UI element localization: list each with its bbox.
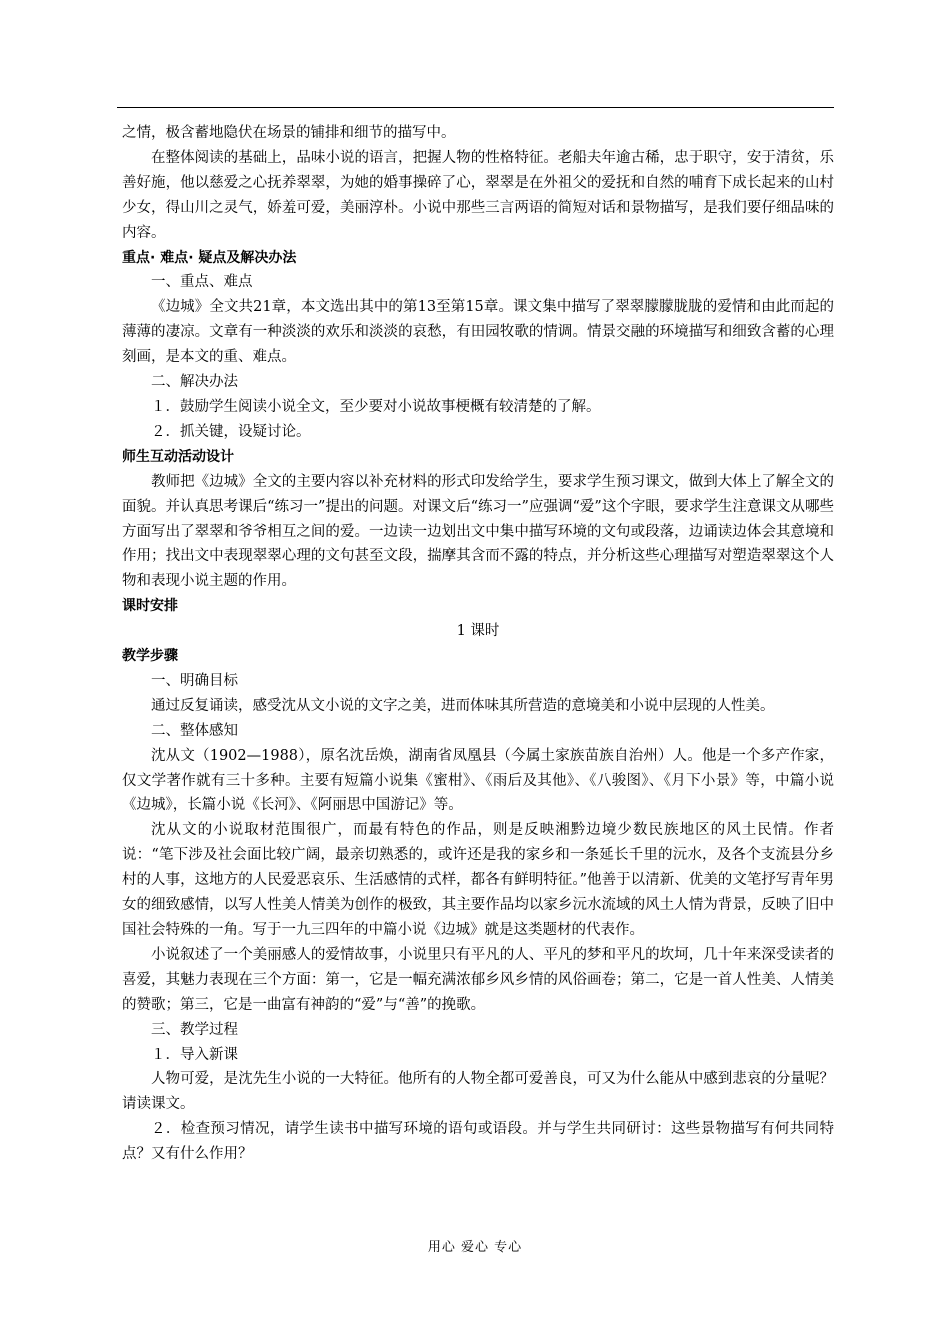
list-item: １．鼓励学生阅读小说全文，至少要对小说故事梗概有较清楚的了解。 bbox=[151, 398, 601, 415]
subheading: 二、解决办法 bbox=[151, 374, 238, 391]
subheading: 三、教学过程 bbox=[151, 1021, 238, 1038]
paragraph: 小说叙述了一个美丽感人的爱情故事，小说里只有平凡的人、平凡的梦和平凡的坎坷，几十年来深受读者的喜爱，其魅力表现在三个方面：第一，它是一幅充满浓郁乡风乡情的风俗画卷；第二，它是一首人性美、人情美的赞歌；第三，它是一曲富有神韵的“爱”与“善”的挽歌。 bbox=[122, 946, 834, 1013]
list-item: １．导入新课 bbox=[151, 1046, 238, 1063]
section-heading: 课时安排 bbox=[122, 598, 178, 615]
subheading: 一、明确目标 bbox=[151, 672, 238, 689]
paragraph: 人物可爱，是沈先生小说的一大特征。他所有的人物全都可爱善良，可又为什么能从中感到悲哀的分量呢？请读课文。 bbox=[122, 1071, 834, 1113]
header-rule bbox=[117, 107, 834, 108]
list-item: ２．检查预习情况，请学生读书中描写环境的语句或语段。并与学生共同研讨：这些景物描写有何共同特点？又有什么作用？ bbox=[122, 1121, 834, 1163]
paragraph: 教师把《边城》全文的主要内容以补充材料的形式印发给学生，要求学生预习课文，做到大体上了解全文的面貌。并认真思考课后“练习一”提出的问题。对课文后“练习一”应强调“爱”这个字眼，要求学生注意课文从哪些方面写出了翠翠和爷爷相互之间的爱。一边读一边划出文中集中描写环境的文句或段落，边诵读边体会其意境和作用；找出文中表现翠翠心理的文句甚至文段，揣摩其含而不露的特点，并分析这些心理描写对塑造翠翠这个人物和表现小说主题的作用。 bbox=[122, 473, 834, 590]
document-body bbox=[122, 121, 834, 1167]
page-footer: 用心 爱心 专心 bbox=[427, 1240, 523, 1255]
paragraph: 《边城》全文共21章，本文选出其中的第13至第15章。课文集中描写了翠翠朦朦胧胧的爱情和由此而起的薄薄的凄凉。文章有一种淡淡的欢乐和淡淡的哀愁，有田园牧歌的情调。情景交融的环境描写和细致含蓄的心理刻画，是本文的重、难点。 bbox=[122, 299, 834, 366]
paragraph: 沈从文（1902—1988），原名沈岳焕，湖南省凤凰县（今属土家族苗族自治州）人。他是一个多产作家，仅文学著作就有三十多种。主要有短篇小说集《蜜柑》、《雨后及其他》、《八骏图》、《月下小景》等，中篇小说《边城》，长篇小说《长河》、《阿丽思中国游记》等。 bbox=[122, 747, 834, 814]
paragraph: 在整体阅读的基础上，品味小说的语言，把握人物的性格特征。老船夫年逾古稀，忠于职守，安于清贫，乐善好施，他以慈爱之心抚养翠翠，为她的婚事操碎了心，翠翠是在外祖父的爱抚和自然的哺育下成长起来的山村少女，得山川之灵气，娇羞可爱，美丽淳朴。小说中那些三言两语的简短对话和景物描写，是我们要仔细品味的内容。 bbox=[122, 149, 834, 241]
section-heading: 重点· 难点· 疑点及解决办法 bbox=[122, 249, 297, 266]
list-item: ２．抓关键，设疑讨论。 bbox=[151, 423, 311, 440]
paragraph: 通过反复诵读，感受沈从文小说的文字之美，进而体味其所营造的意境美和小说中层现的人性美。 bbox=[151, 697, 775, 714]
subheading: 二、整体感知 bbox=[151, 722, 238, 739]
subheading: 一、重点、难点 bbox=[151, 274, 253, 291]
section-heading: 师生互动活动设计 bbox=[122, 448, 234, 465]
paragraph: 沈从文的小说取材范围很广，而最有特色的作品，则是反映湘黔边境少数民族地区的风土民情。作者说：“笔下涉及社会面比较广阔，最亲切熟悉的，或许还是我的家乡和一条延长千里的沅水，及各个支流县分乡村的人事，这地方的人民爱恶哀乐、生活感情的式样，都各有鲜明特征。”他善于以清新、优美的文笔抒写青年男女的细致感情，以写人性美人情美为创作的极致，其主要作品均以家乡沅水流域的风土人情为背景，反映了旧中国社会特殊的一角。写于一九三四年的中篇小说《边城》就是这类题材的代表作。 bbox=[122, 822, 834, 938]
paragraph: 之情，极含蓄地隐伏在场景的铺排和细节的描写中。 bbox=[122, 125, 456, 141]
class-hours: 1 课时 bbox=[456, 623, 500, 640]
section-heading: 教学步骤 bbox=[122, 648, 178, 665]
